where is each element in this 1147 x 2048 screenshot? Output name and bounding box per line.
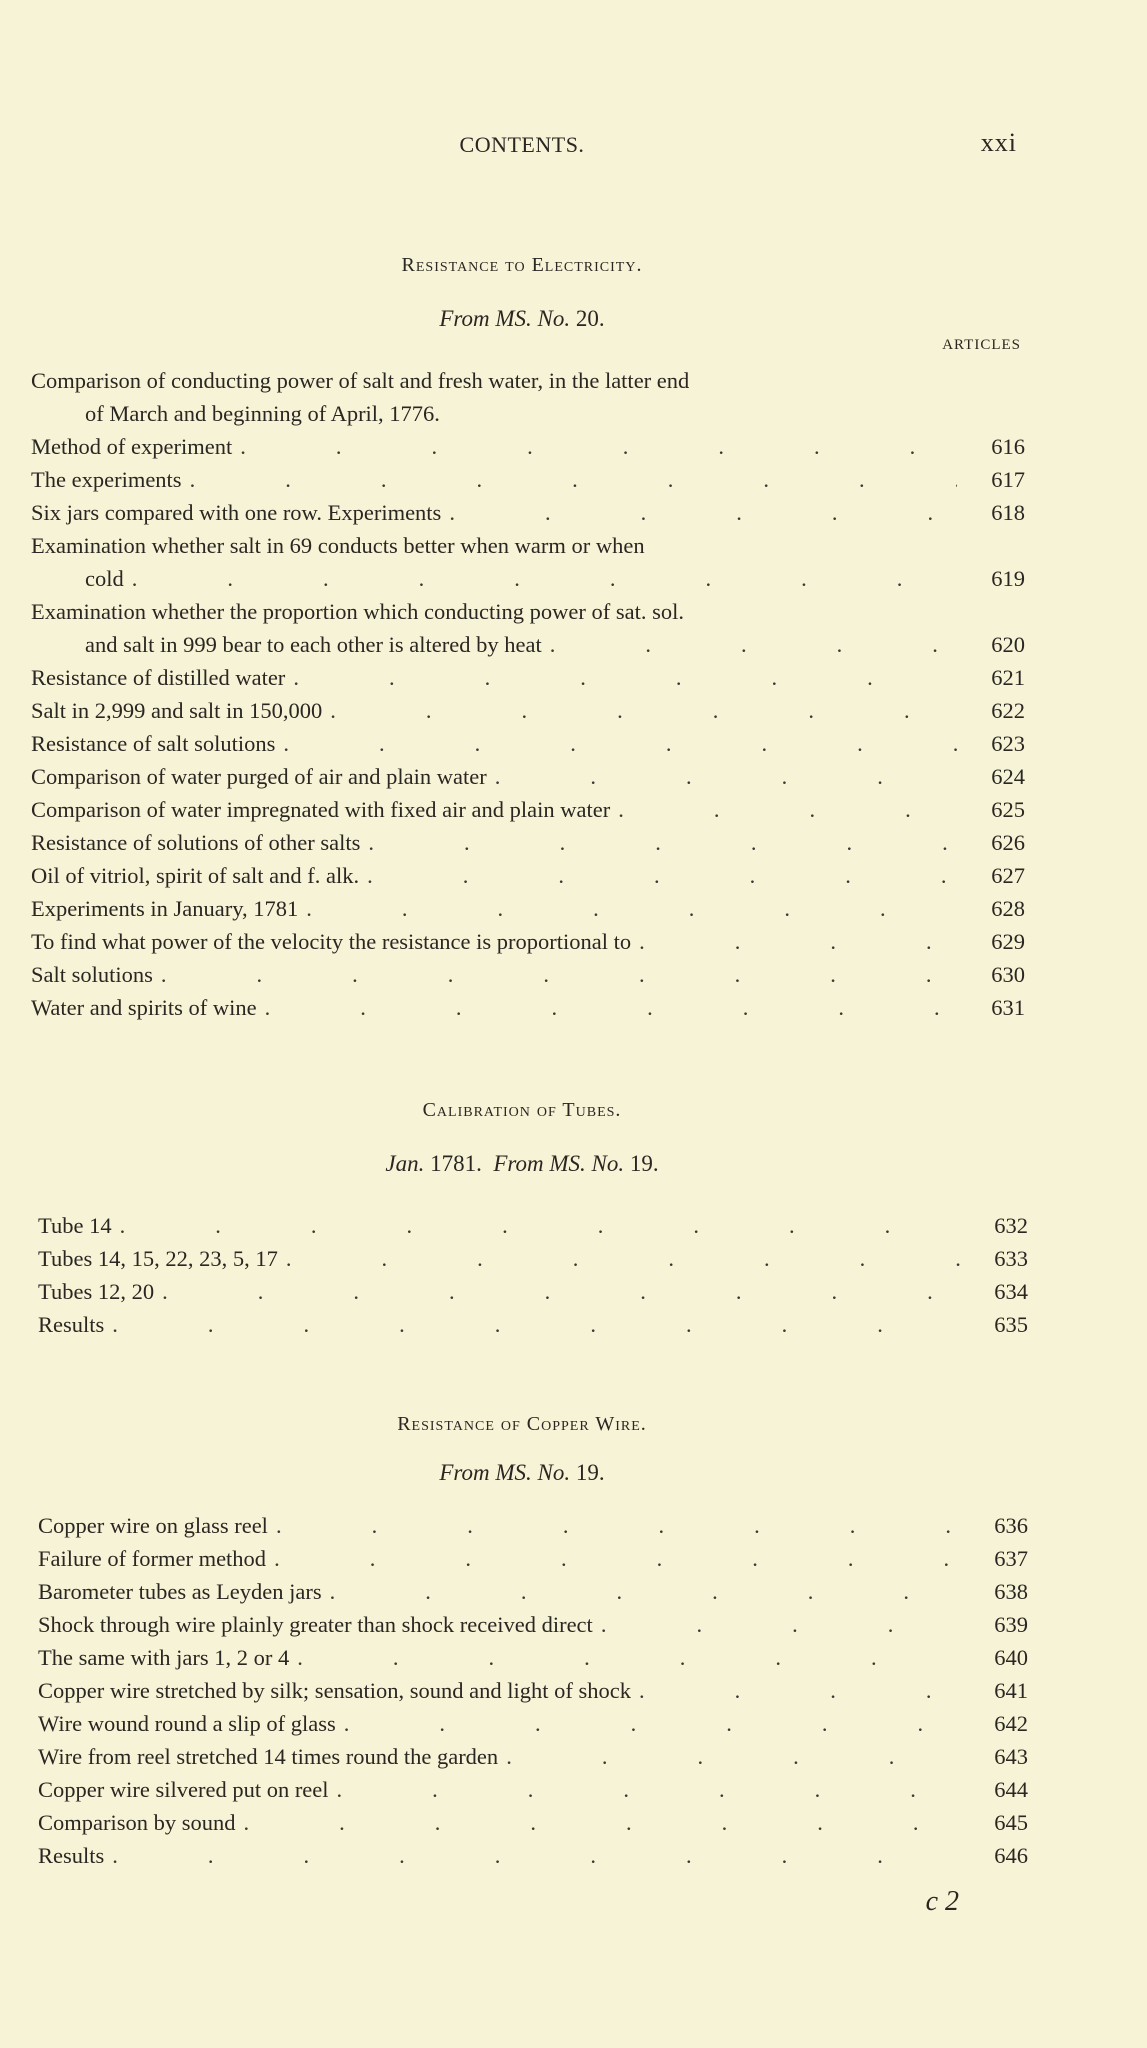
toc-entry bbox=[31, 727, 1025, 760]
toc-entry bbox=[31, 826, 1025, 859]
article-number: 629 bbox=[991, 929, 1025, 954]
dot-leader bbox=[112, 1839, 960, 1872]
source-prefix: Jan. bbox=[385, 1151, 425, 1176]
toc-entry-line bbox=[31, 595, 1025, 628]
toc-entry-line bbox=[31, 826, 1025, 859]
article-number: 645 bbox=[994, 1810, 1028, 1835]
toc-entry bbox=[38, 1707, 1028, 1740]
toc-entry-line bbox=[31, 463, 1025, 496]
toc-entry-text: Copper wire silvered put on reel bbox=[38, 1777, 329, 1802]
dot-leader bbox=[276, 1509, 960, 1542]
toc-entry-line bbox=[31, 364, 1025, 397]
toc-entry bbox=[38, 1542, 1028, 1575]
article-number: 637 bbox=[994, 1546, 1028, 1571]
toc-entry-line bbox=[38, 1209, 1028, 1242]
article-number: 642 bbox=[994, 1711, 1028, 1736]
toc-entry-line bbox=[38, 1641, 1028, 1674]
toc-entry bbox=[38, 1806, 1028, 1839]
article-number: 619 bbox=[991, 566, 1025, 591]
toc-entry-text: of March and beginning of April, 1776. bbox=[85, 401, 440, 426]
articles-column-label: ARTICLES bbox=[942, 337, 1021, 353]
dot-leader bbox=[283, 727, 957, 760]
toc-entry-text: Wire wound round a slip of glass bbox=[38, 1711, 336, 1736]
toc-entry-text: Comparison of water purged of air and plain water bbox=[31, 764, 487, 789]
dot-leader bbox=[274, 1542, 960, 1575]
toc-entry bbox=[38, 1773, 1028, 1806]
article-number: 634 bbox=[994, 1279, 1028, 1304]
article-number: 618 bbox=[991, 500, 1025, 525]
toc-entry-text: Examination whether salt in 69 conducts better when warm or when bbox=[31, 533, 645, 558]
toc-entry-text: Salt solutions bbox=[31, 962, 153, 987]
toc-entry-text: Barometer tubes as Leyden jars bbox=[38, 1579, 322, 1604]
toc-entry-text: Six jars compared with one row. Experiments bbox=[31, 500, 442, 525]
source-number: 20. bbox=[575, 306, 605, 331]
toc-entry bbox=[38, 1275, 1028, 1308]
toc-entry-text: Results bbox=[38, 1312, 105, 1337]
toc-entry-text: The experiments bbox=[31, 467, 182, 492]
toc-entry-line bbox=[38, 1707, 1028, 1740]
section-title-resistance-of-copper-wire: Resistance of Copper Wire. bbox=[397, 1413, 647, 1435]
section-source bbox=[0, 306, 1044, 332]
toc-entry bbox=[31, 958, 1025, 991]
toc-entry-text: Results bbox=[38, 1843, 105, 1868]
toc-entry bbox=[31, 892, 1025, 925]
toc-entry-line bbox=[38, 1275, 1028, 1308]
toc-entry bbox=[31, 430, 1025, 463]
toc-entry-line bbox=[31, 430, 1025, 463]
dot-leader bbox=[367, 859, 957, 892]
article-number: 632 bbox=[994, 1213, 1028, 1238]
dot-leader bbox=[306, 892, 957, 925]
article-number: 623 bbox=[991, 731, 1025, 756]
toc-entry-text: Method of experiment bbox=[31, 434, 233, 459]
toc-entry-line bbox=[38, 1575, 1028, 1608]
toc-entry-line bbox=[38, 1308, 1028, 1341]
toc-entry bbox=[31, 529, 1025, 595]
toc-entry-text: The same with jars 1, 2 or 4 bbox=[38, 1645, 290, 1670]
section-source bbox=[0, 1151, 1044, 1177]
toc-entry-line bbox=[31, 694, 1025, 727]
section-title-resistance-to-electricity: Resistance to Electricity. bbox=[401, 254, 643, 276]
article-number: 630 bbox=[991, 962, 1025, 987]
article-number: 638 bbox=[994, 1579, 1028, 1604]
toc-entry bbox=[38, 1740, 1028, 1773]
dot-leader bbox=[368, 826, 957, 859]
dot-leader bbox=[639, 925, 957, 958]
toc-entry-line bbox=[38, 1542, 1028, 1575]
toc-entry bbox=[38, 1674, 1028, 1707]
page-number: xxi bbox=[980, 128, 1017, 157]
toc-entry-line bbox=[31, 727, 1025, 760]
section-source bbox=[0, 1460, 1044, 1486]
toc-entry bbox=[38, 1242, 1028, 1275]
toc-entry-line bbox=[38, 1773, 1028, 1806]
toc-entry bbox=[31, 694, 1025, 727]
article-number: 621 bbox=[991, 665, 1025, 690]
toc-entry-text: Tube 14 bbox=[38, 1213, 112, 1238]
toc-entry-line bbox=[31, 991, 1025, 1024]
article-number: 626 bbox=[991, 830, 1025, 855]
toc-entry-text: and salt in 999 bear to each other is altered by heat bbox=[85, 632, 542, 657]
article-number: 643 bbox=[994, 1744, 1028, 1769]
toc-entry bbox=[31, 859, 1025, 892]
dot-leader bbox=[265, 991, 957, 1024]
toc-entry-text: Wire from reel stretched 14 times round the garden bbox=[38, 1744, 499, 1769]
toc-entry-text: Tubes 12, 20 bbox=[38, 1279, 155, 1304]
toc-entry-text: Shock through wire plainly greater than shock received direct bbox=[38, 1612, 593, 1637]
toc-entry-line bbox=[38, 1839, 1028, 1872]
toc-entry-text: Comparison of water impregnated with fixed air and plain water bbox=[31, 797, 611, 822]
toc-entry-text: Tubes 14, 15, 22, 23, 5, 17 bbox=[38, 1246, 278, 1271]
toc-entry bbox=[38, 1641, 1028, 1674]
dot-leader bbox=[120, 1209, 960, 1242]
toc-entry-line bbox=[31, 958, 1025, 991]
article-number: 620 bbox=[991, 632, 1025, 657]
toc-entry-text: Copper wire on glass reel bbox=[38, 1513, 268, 1538]
toc-entry-line bbox=[31, 760, 1025, 793]
toc-entry bbox=[31, 661, 1025, 694]
article-number: 635 bbox=[994, 1312, 1028, 1337]
toc-entry-line bbox=[31, 628, 1025, 661]
source-number: 19. bbox=[575, 1460, 605, 1485]
toc-entry bbox=[31, 760, 1025, 793]
toc-entry-line bbox=[31, 661, 1025, 694]
article-number: 641 bbox=[994, 1678, 1028, 1703]
toc-entry-line bbox=[38, 1740, 1028, 1773]
toc-entry-text: Experiments in January, 1781 bbox=[31, 896, 299, 921]
dot-leader bbox=[330, 1575, 960, 1608]
toc-entry-line bbox=[31, 892, 1025, 925]
article-number: 640 bbox=[994, 1645, 1028, 1670]
toc-entry-line bbox=[38, 1806, 1028, 1839]
toc-entry-text: Water and spirits of wine bbox=[31, 995, 257, 1020]
toc-entry bbox=[31, 496, 1025, 529]
source-year: 1781. bbox=[430, 1151, 482, 1176]
toc-entry-text: Resistance of distilled water bbox=[31, 665, 286, 690]
toc-entry-text: Salt in 2,999 and salt in 150,000 bbox=[31, 698, 323, 723]
toc-entry-line bbox=[31, 562, 1025, 595]
source-italic: From MS. No. bbox=[439, 1460, 571, 1485]
dot-leader bbox=[449, 496, 957, 529]
dot-leader bbox=[344, 1707, 960, 1740]
toc-entry-text: Failure of former method bbox=[38, 1546, 267, 1571]
dot-leader bbox=[495, 760, 957, 793]
toc-entry bbox=[38, 1575, 1028, 1608]
dot-leader bbox=[162, 1275, 960, 1308]
dot-leader bbox=[550, 628, 957, 661]
source-number: 19. bbox=[629, 1151, 659, 1176]
toc-entry-line bbox=[38, 1242, 1028, 1275]
toc-entry bbox=[38, 1608, 1028, 1641]
toc-entry-text: Copper wire stretched by silk; sensation, sound and light of shock bbox=[38, 1678, 632, 1703]
dot-leader bbox=[618, 793, 957, 826]
toc-entry bbox=[31, 463, 1025, 496]
toc-entry-line bbox=[31, 529, 1025, 562]
dot-leader bbox=[132, 562, 957, 595]
toc-entry-line bbox=[31, 859, 1025, 892]
dot-leader bbox=[337, 1773, 960, 1806]
article-number: 625 bbox=[991, 797, 1025, 822]
toc-entry bbox=[31, 991, 1025, 1024]
running-head-title: CONTENTS. bbox=[459, 132, 585, 157]
toc-entry-line bbox=[38, 1509, 1028, 1542]
dot-leader bbox=[112, 1308, 960, 1341]
toc-entry-line bbox=[38, 1674, 1028, 1707]
toc-entry-line bbox=[31, 496, 1025, 529]
dot-leader bbox=[506, 1740, 960, 1773]
dot-leader bbox=[293, 661, 957, 694]
dot-leader bbox=[297, 1641, 960, 1674]
article-number: 622 bbox=[991, 698, 1025, 723]
article-number: 644 bbox=[994, 1777, 1028, 1802]
toc-entry bbox=[38, 1839, 1028, 1872]
article-number: 646 bbox=[994, 1843, 1028, 1868]
article-number: 636 bbox=[994, 1513, 1028, 1538]
toc-entry-line bbox=[31, 793, 1025, 826]
toc-entry-text: cold bbox=[85, 566, 124, 591]
section-title-calibration-of-tubes: Calibration of Tubes. bbox=[422, 1099, 622, 1121]
toc-entry-line bbox=[31, 397, 1025, 430]
dot-leader bbox=[190, 463, 957, 496]
source-italic: From MS. No. bbox=[493, 1151, 625, 1176]
toc-entry bbox=[38, 1308, 1028, 1341]
dot-leader bbox=[601, 1608, 960, 1641]
toc-entry-text: Resistance of salt solutions bbox=[31, 731, 276, 756]
toc-entry-text: Oil of vitriol, spirit of salt and f. alk. bbox=[31, 863, 360, 888]
dot-leader bbox=[330, 694, 957, 727]
article-number: 633 bbox=[994, 1246, 1028, 1271]
toc-entry bbox=[38, 1209, 1028, 1242]
toc-entry bbox=[38, 1509, 1028, 1542]
toc-entry-text: Comparison of conducting power of salt and fresh water, in the latter end bbox=[31, 368, 690, 393]
toc-entry-line bbox=[31, 925, 1025, 958]
article-number: 628 bbox=[991, 896, 1025, 921]
toc-entry bbox=[31, 925, 1025, 958]
toc-entry-text: Resistance of solutions of other salts bbox=[31, 830, 361, 855]
article-number: 624 bbox=[991, 764, 1025, 789]
source-italic: From MS. No. bbox=[439, 306, 571, 331]
toc-entry-text: Comparison by sound bbox=[38, 1810, 236, 1835]
article-number: 617 bbox=[991, 467, 1025, 492]
dot-leader bbox=[639, 1674, 960, 1707]
dot-leader bbox=[240, 430, 957, 463]
toc-entry bbox=[31, 595, 1025, 661]
dot-leader bbox=[161, 958, 957, 991]
article-number: 627 bbox=[991, 863, 1025, 888]
dot-leader bbox=[244, 1806, 960, 1839]
toc-entry-text: Examination whether the proportion which conducting power of sat. sol. bbox=[31, 599, 684, 624]
toc-entry-line bbox=[38, 1608, 1028, 1641]
running-head bbox=[0, 128, 1147, 166]
article-number: 639 bbox=[994, 1612, 1028, 1637]
signature-mark: c 2 bbox=[925, 1886, 959, 1917]
toc-entry bbox=[31, 364, 1025, 430]
toc-entry-text: To find what power of the velocity the resistance is proportional to bbox=[31, 929, 632, 954]
article-number: 631 bbox=[991, 995, 1025, 1020]
dot-leader bbox=[286, 1242, 960, 1275]
article-number: 616 bbox=[991, 434, 1025, 459]
toc-entry bbox=[31, 793, 1025, 826]
